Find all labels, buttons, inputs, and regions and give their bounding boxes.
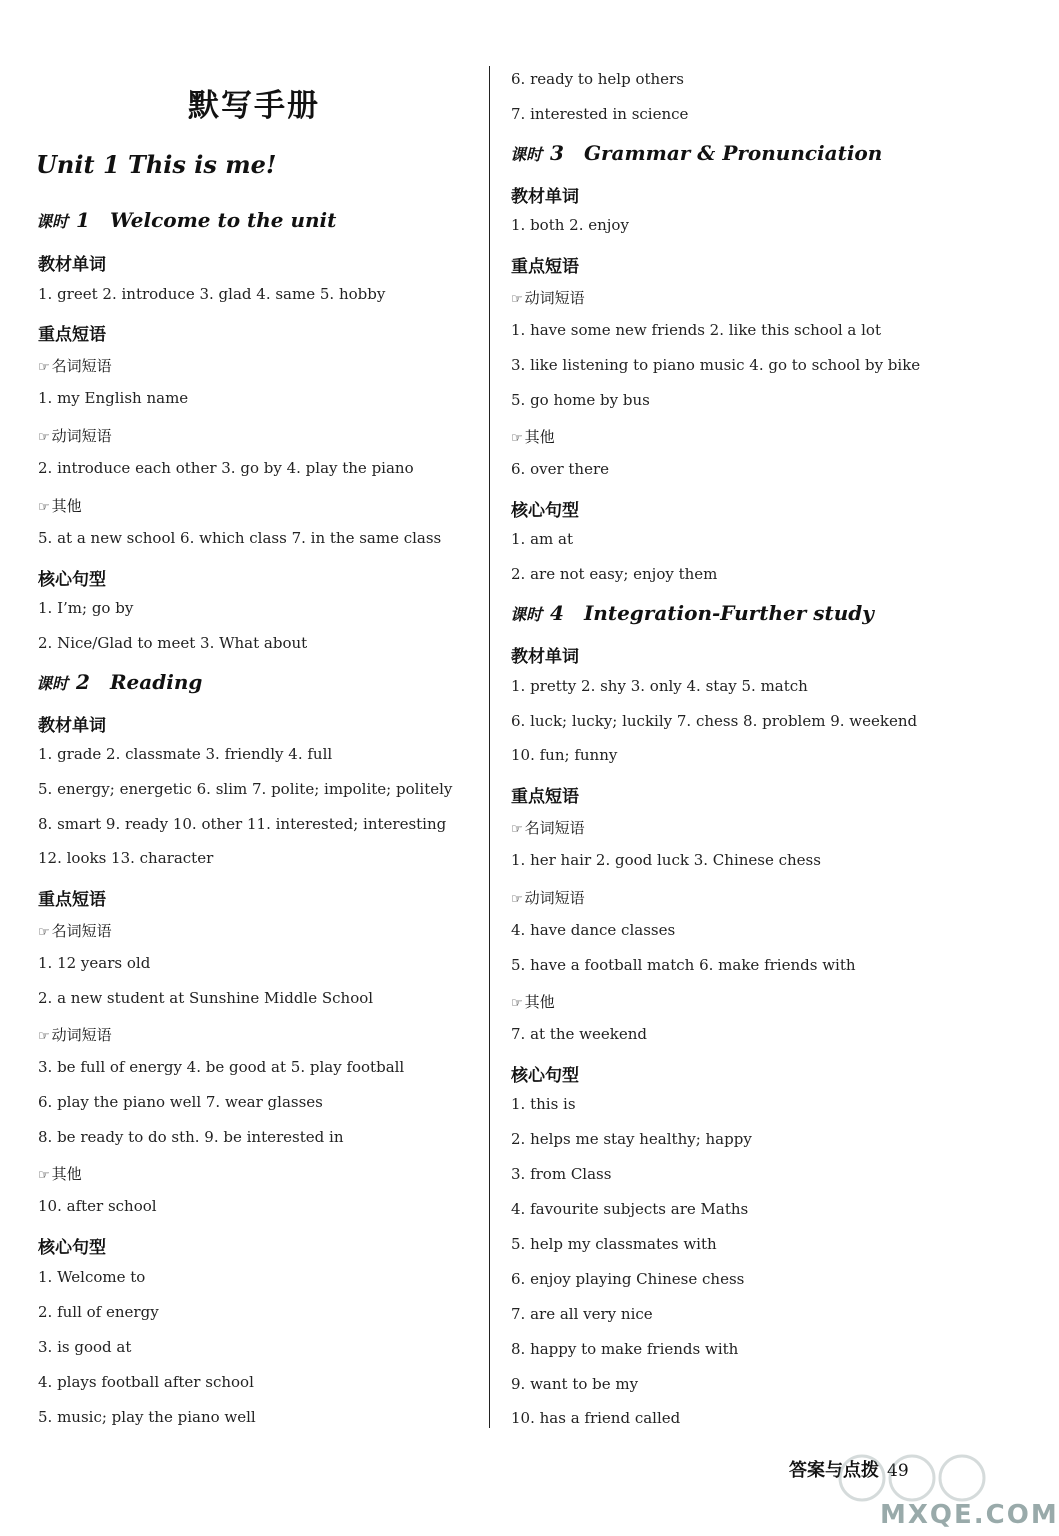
lesson-prefix: 课时 (510, 145, 543, 164)
section-heading: 重点短语 (38, 325, 106, 345)
section-heading: 核心句型 (38, 1238, 106, 1258)
page-title: 默写手册 (188, 88, 320, 124)
pointing-hand-icon: ☞ (511, 996, 523, 1011)
subsection-heading: ☞ 动词短语 (511, 889, 585, 907)
lesson-title: Reading (109, 670, 203, 694)
text-line: 6. luck; lucky; luckily 7. chess 8. problem 9. weekend (511, 712, 918, 730)
text-line: 6. play the piano well 7. wear glasses (38, 1093, 323, 1111)
subsection-heading: ☞ 动词短语 (38, 1026, 112, 1044)
lesson-number: 4 (550, 601, 564, 625)
text-line: 3. like listening to piano music 4. go to school by bike (511, 356, 921, 374)
text-line: 1. Welcome to (38, 1268, 146, 1286)
pointing-hand-icon: ☞ (38, 1029, 50, 1044)
lesson-2-heading (36, 670, 202, 694)
text-line: 1. my English name (38, 389, 189, 407)
column-divider (489, 66, 490, 1428)
text-line: 4. favourite subjects are Maths (511, 1200, 749, 1218)
section-heading: 重点短语 (38, 890, 106, 910)
pointing-hand-icon: ☞ (511, 292, 523, 307)
subsection-heading: ☞ 其他 (38, 497, 82, 515)
text-line: 2. full of energy (38, 1303, 159, 1321)
subsection-heading: ☞ 动词短语 (511, 289, 585, 307)
section-heading: 教材单词 (511, 647, 579, 667)
text-line: 1. pretty 2. shy 3. only 4. stay 5. match (511, 677, 808, 695)
lesson-title: Grammar & Pronunciation (583, 141, 883, 165)
lesson-number: 3 (550, 141, 564, 165)
text-line: 2. a new student at Sunshine Middle School (38, 989, 374, 1007)
subsection-heading: ☞ 名词短语 (38, 357, 112, 375)
pointing-hand-icon: ☞ (38, 430, 50, 445)
text-line: 6. enjoy playing Chinese chess (511, 1270, 745, 1288)
text-line: 1. greet 2. introduce 3. glad 4. same 5. hobby (38, 285, 386, 303)
text-line: 10. fun; funny (511, 746, 618, 764)
text-line: 8. happy to make friends with (511, 1340, 739, 1358)
page-number: 49 (887, 1461, 909, 1481)
text-line: 3. be full of energy 4. be good at 5. play football (38, 1058, 405, 1076)
section-heading: 重点短语 (511, 257, 579, 277)
lesson-number: 1 (76, 208, 90, 232)
section-heading: 核心句型 (511, 1066, 579, 1086)
text-line: 6. ready to help others (511, 70, 684, 88)
text-line: 9. want to be my (511, 1375, 639, 1393)
section-heading: 教材单词 (38, 716, 106, 736)
text-line: 5. at a new school 6. which class 7. in the same class (38, 529, 442, 547)
text-line: 5. music; play the piano well (38, 1408, 256, 1426)
pointing-hand-icon: ☞ (511, 431, 523, 446)
section-heading: 教材单词 (511, 187, 579, 207)
text-line: 1. I’m; go by (38, 599, 134, 617)
text-line: 8. be ready to do sth. 9. be interested in (38, 1128, 344, 1146)
text-line: 7. at the weekend (511, 1025, 647, 1043)
pointing-hand-icon: ☞ (511, 822, 523, 837)
pointing-hand-icon: ☞ (511, 892, 523, 907)
text-line: 6. over there (511, 460, 610, 478)
pointing-hand-icon: ☞ (38, 1168, 50, 1183)
pointing-hand-icon: ☞ (38, 500, 50, 515)
text-line: 4. plays football after school (38, 1373, 254, 1391)
pointing-hand-icon: ☞ (38, 925, 50, 940)
text-line: 1. have some new friends 2. like this school a lot (511, 321, 881, 339)
text-line: 12. looks 13. character (38, 849, 214, 867)
text-line: 2. are not easy; enjoy them (511, 565, 718, 583)
text-line: 3. from Class (511, 1165, 612, 1183)
text-line: 2. helps me stay healthy; happy (511, 1130, 752, 1148)
text-line: 5. have a football match 6. make friends with (511, 956, 856, 974)
text-line: 1. grade 2. classmate 3. friendly 4. full (38, 745, 333, 763)
text-line: 3. is good at (38, 1338, 132, 1356)
section-heading: 重点短语 (511, 787, 579, 807)
lesson-prefix: 课时 (36, 212, 69, 231)
text-line: 8. smart 9. ready 10. other 11. interested; interesting (38, 815, 447, 833)
text-line: 7. interested in science (511, 105, 689, 123)
text-line: 1. both 2. enjoy (511, 216, 629, 234)
text-line: 5. go home by bus (511, 391, 650, 409)
section-heading: 核心句型 (511, 501, 579, 521)
text-line: 5. help my classmates with (511, 1235, 717, 1253)
subsection-heading: ☞ 动词短语 (38, 427, 112, 445)
lesson-prefix: 课时 (36, 674, 69, 693)
subsection-heading: ☞ 其他 (511, 428, 555, 446)
lesson-1-heading (36, 208, 336, 232)
lesson-4-heading (510, 601, 874, 625)
subsection-heading: ☞ 其他 (511, 993, 555, 1011)
text-line: 10. has a friend called (511, 1409, 681, 1427)
pointing-hand-icon: ☞ (38, 360, 50, 375)
text-line: 1. 12 years old (38, 954, 151, 972)
text-line: 5. energy; energetic 6. slim 7. polite; impolite; politely (38, 780, 453, 798)
text-line: 2. introduce each other 3. go by 4. play the piano (38, 459, 414, 477)
subsection-heading: ☞ 其他 (38, 1165, 82, 1183)
text-line: 1. her hair 2. good luck 3. Chinese chess (511, 851, 821, 869)
text-line: 4. have dance classes (511, 921, 676, 939)
text-line: 1. this is (511, 1095, 576, 1113)
text-line: 10. after school (38, 1197, 157, 1215)
subsection-heading: ☞ 名词短语 (38, 922, 112, 940)
text-line: 2. Nice/Glad to meet 3. What about (38, 634, 308, 652)
subsection-heading: ☞ 名词短语 (511, 819, 585, 837)
section-heading: 教材单词 (38, 255, 106, 275)
lesson-title: Welcome to the unit (109, 208, 337, 232)
footer-label: 答案与点拨 (789, 1460, 879, 1481)
section-heading: 核心句型 (38, 570, 106, 590)
text-line: 1. am at (511, 530, 573, 548)
lesson-prefix: 课时 (510, 605, 543, 624)
lesson-3-heading (510, 141, 882, 165)
lesson-title: Integration-Further study (583, 601, 874, 625)
unit-title: Unit 1 This is me! (36, 150, 277, 179)
lesson-number: 2 (76, 670, 90, 694)
watermark-text: MXQE.COM (880, 1500, 1059, 1530)
text-line: 7. are all very nice (511, 1305, 653, 1323)
